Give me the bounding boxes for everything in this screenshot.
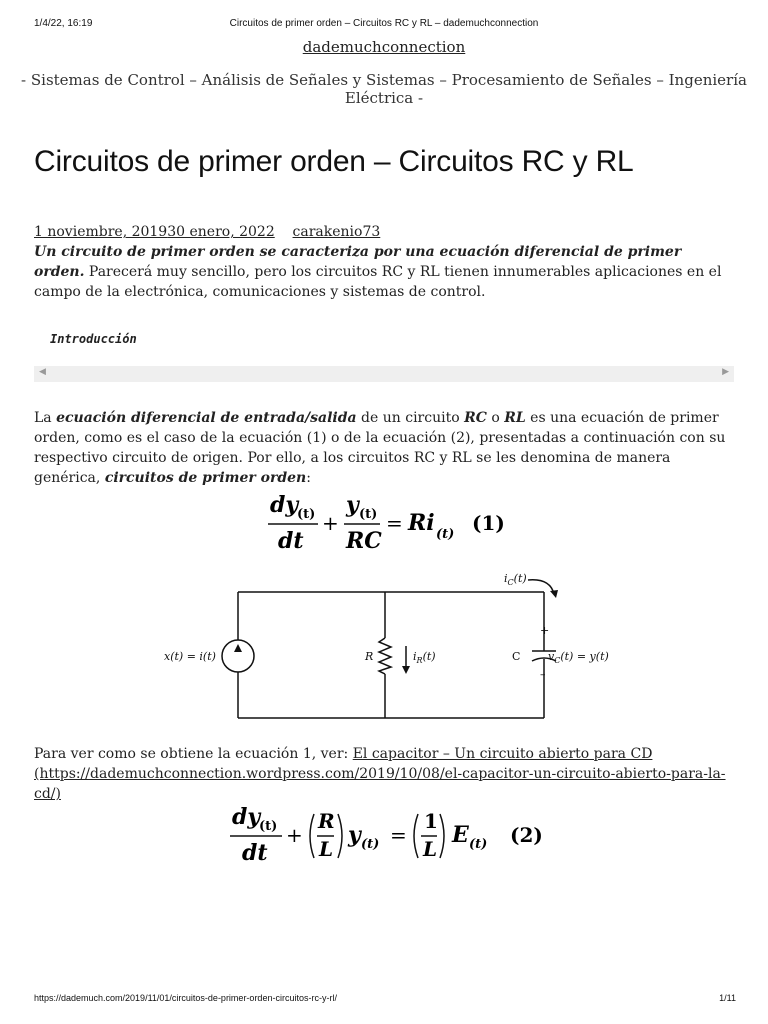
eq2-e: E (452, 822, 469, 848)
paragraph-io-equation (34, 408, 736, 488)
p2-text-5: : (306, 470, 311, 486)
polarity-minus: – (540, 668, 546, 681)
toc-introduccion[interactable]: Introducción (50, 332, 137, 346)
eq1-equals: = (386, 511, 403, 535)
p2-emphasis-1: ecuación diferencial de entrada/salida (56, 410, 357, 426)
intro-paragraph (34, 242, 734, 302)
horizontal-scrollbar[interactable] (34, 366, 734, 382)
ir-label: $i_R(t)$ (413, 650, 436, 665)
p2-text-1: La (34, 410, 57, 426)
eq2-sub-2: (t) (361, 837, 380, 852)
eq2-frac-l: L (319, 837, 334, 861)
capacitor-label: C (512, 650, 521, 663)
eq1-tag: (1) (472, 511, 505, 535)
equation-1 (264, 488, 544, 558)
eq2-y: y (348, 822, 361, 848)
source-label: x(t) = i(t) (164, 650, 216, 663)
paragraph-see-also (34, 744, 736, 804)
capacitor-article-link[interactable]: El capacitor – Un circuito abierto para CD (352, 746, 653, 762)
eq2-frac2-den: L (423, 837, 438, 861)
post-author-link[interactable]: carakenio73 (292, 224, 381, 240)
rc-circuit-diagram (160, 566, 620, 726)
scroll-right-icon[interactable]: ▶ (722, 367, 729, 377)
eq2-frac2-num: 1 (424, 809, 438, 833)
eq1-den-rc: RC (346, 528, 382, 554)
date-updated: 30 enero, 2022 (167, 224, 275, 240)
site-title (0, 38, 768, 56)
p2-text-3: o (486, 410, 505, 426)
eq2-tag: (2) (510, 823, 543, 847)
site-description: - Sistemas de Control – Análisis de Señales y Sistemas – Procesamiento de Señales – Ingeniería Eléctrica - (21, 71, 747, 107)
eq1-num-dy: dy (270, 492, 299, 518)
p2-text-2: de un circuito (356, 410, 465, 426)
eq1-den-dt: dt (278, 528, 304, 554)
eq2-plus: + (286, 823, 303, 847)
eq2-frac-r: R (318, 809, 335, 833)
eq2-equals: = (390, 823, 407, 847)
polarity-plus: + (540, 624, 550, 637)
intro-bold: Un circuito de primer orden se caracteriza por una ecuación diferencial de primer orden. (34, 244, 682, 280)
p2-text-4: es una ecuación de primer orden, como es el caso de la ecuación (1) o de la ecuación (2), presentadas a continuación con su respectivo circuito de origen. Por ello, a los circuitos RC y RL se les denomina de manera genérica, (34, 410, 726, 486)
eq1-sub-2: (t) (359, 507, 378, 522)
post-date-link[interactable] (34, 224, 275, 240)
eq1-sub-1: (t) (297, 507, 316, 522)
footer-page-number: 1/11 (719, 993, 736, 1003)
ic-label: $i_C(t)$ (504, 572, 527, 587)
eq1-num-y: y (346, 492, 359, 518)
p3-text: Para ver como se obtiene la ecuación 1, ver: (34, 746, 353, 762)
eq1-sub-3: (t) (436, 527, 455, 542)
vc-label: $v_C(t) = y(t)$ (548, 650, 609, 665)
footer-url: https://dademuch.com/2019/11/01/circuitos-de-primer-orden-circuitos-rc-y-rl/ (34, 993, 337, 1003)
p2-emphasis-4: circuitos de primer orden (104, 470, 307, 486)
eq1-rhs: Ri (408, 510, 435, 536)
post-meta (34, 224, 380, 240)
date-published: 1 noviembre, 2019 (34, 224, 168, 240)
resistor-label: R (365, 650, 374, 663)
eq2-sub-3: (t) (469, 837, 488, 852)
eq2-sub-1: (t) (259, 819, 278, 834)
site-title-link[interactable]: dademuchconnection (302, 38, 466, 56)
equation-2 (228, 800, 548, 870)
print-page-title: Circuitos de primer orden – Circuitos RC y RL – dademuchconnection (229, 18, 539, 29)
eq2-num-dy: dy (232, 804, 261, 830)
intro-rest: Parecerá muy sencillo, pero los circuitos RC y RL tienen innumerables aplicaciones en el campo de la electrónica, comunicaciones y sistemas de control. (34, 264, 722, 300)
post-title: Circuitos de primer orden – Circuitos RC y RL (34, 145, 634, 178)
print-datetime: 1/4/22, 16:19 (34, 18, 93, 29)
eq1-plus: + (322, 511, 339, 535)
capacitor-article-url[interactable]: (https://dademuchconnection.wordpress.com/2019/10/08/el-capacitor-un-circuito-abierto-para-la-cd/) (34, 766, 726, 802)
p2-emphasis-rc: RC (464, 410, 487, 426)
p2-emphasis-rl: RL (504, 410, 526, 426)
eq2-den-dt: dt (242, 840, 268, 866)
scroll-left-icon[interactable]: ◀ (39, 367, 46, 377)
